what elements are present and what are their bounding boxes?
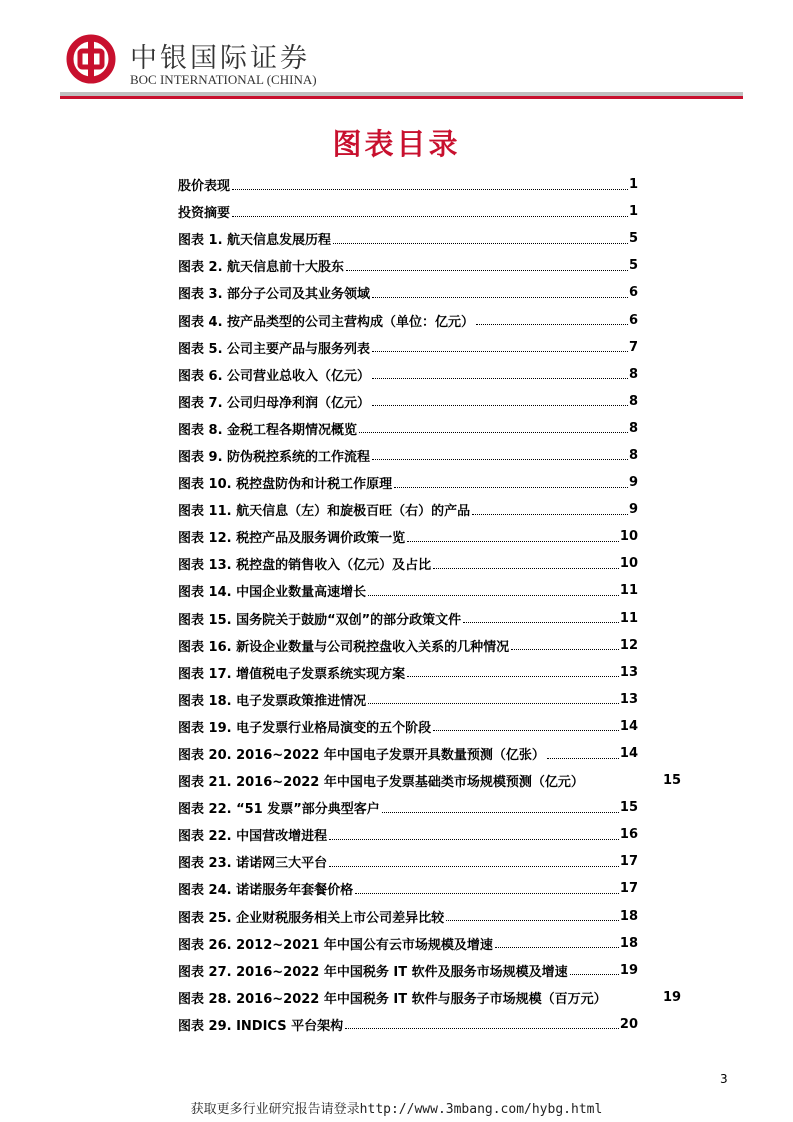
toc-entry[interactable] (178, 279, 638, 306)
toc-leader-dots (511, 648, 619, 650)
toc-entry[interactable] (178, 415, 638, 442)
toc-leader-dots (346, 269, 628, 271)
toc-entry-page: 7 (628, 339, 638, 355)
toc-leader-dots (333, 242, 628, 244)
toc-entry[interactable] (178, 496, 638, 523)
toc-entry[interactable] (178, 171, 638, 198)
toc-leader-dots (495, 946, 619, 948)
toc-entry-label: 图表 9. 防伪税控系统的工作流程 (178, 449, 371, 465)
toc-entry-page: 13 (619, 664, 638, 680)
toc-entry[interactable] (178, 442, 638, 469)
toc-leader-dots (368, 702, 619, 704)
toc-leader-dots (407, 675, 619, 677)
toc-entry-page: 8 (628, 420, 638, 436)
brand-name-cn: 中银国际证券 (130, 43, 310, 74)
toc-entry[interactable] (178, 984, 682, 1011)
toc-entry[interactable] (178, 957, 638, 984)
toc-entry[interactable] (178, 903, 638, 930)
toc-entry-label: 图表 26. 2012~2021 年中国公有云市场规模及增速 (178, 937, 493, 953)
header-divider-red (60, 96, 743, 99)
toc-leader-dots (372, 296, 628, 298)
toc-entry[interactable] (178, 848, 638, 875)
page-header (60, 28, 743, 98)
toc-leader-dots (345, 1027, 619, 1029)
toc-leader-dots (394, 486, 628, 488)
toc-leader-dots (372, 350, 628, 352)
toc-entry-page: 9 (628, 502, 638, 518)
toc-entry[interactable] (178, 605, 638, 632)
toc-entry-label: 图表 20. 2016~2022 年中国电子发票开具数量预测（亿张） (178, 748, 545, 764)
footer-link[interactable]: 获取更多行业研究报告请登录http://www.3mbang.com/hybg.html (190, 1102, 603, 1117)
toc-entry-page: 11 (619, 583, 638, 599)
toc-leader-dots (372, 377, 628, 379)
toc-entry-page: 6 (628, 285, 638, 301)
toc-entry-page: 8 (628, 366, 638, 382)
toc-entry-page: 18 (619, 935, 638, 951)
toc-entry-label: 图表 22. “51 发票”部分典型客户 (178, 802, 380, 818)
toc-entry-label: 图表 3. 部分子公司及其业务领域 (178, 287, 371, 303)
toc-entry-label: 图表 19. 电子发票行业格局演变的五个阶段 (178, 720, 432, 736)
toc-leader-dots (359, 431, 628, 433)
toc-entry[interactable] (178, 469, 638, 496)
toc-entry-label: 图表 13. 税控盘的销售收入（亿元）及占比 (178, 558, 432, 574)
toc-entry-label: 图表 2. 航天信息前十大股东 (178, 260, 345, 276)
toc-leader-dots (472, 513, 628, 515)
toc-leader-dots (570, 973, 619, 975)
toc-leader-dots (355, 892, 619, 894)
toc-leader-dots (368, 594, 619, 596)
toc-entry[interactable] (178, 361, 638, 388)
toc-entry[interactable] (178, 632, 638, 659)
toc-entry-page: 5 (628, 258, 638, 274)
toc-leader-dots (407, 540, 619, 542)
toc-leader-dots (232, 188, 628, 190)
toc-entry-label: 图表 29. INDICS 平台架构 (178, 1018, 344, 1034)
toc-entry[interactable] (178, 306, 638, 333)
toc-entry[interactable] (178, 740, 638, 767)
toc-leader-dots (446, 919, 619, 921)
toc-entry-label: 图表 18. 电子发票政策推进情况 (178, 693, 367, 709)
toc-leader-dots (463, 621, 619, 623)
toc-entry-page: 19 (619, 962, 638, 978)
toc-entry-page: 10 (619, 529, 638, 545)
toc-entry-label: 图表 17. 增值税电子发票系统实现方案 (178, 666, 406, 682)
toc-leader-dots (609, 1001, 637, 1002)
toc-entry[interactable] (178, 523, 638, 550)
toc-entry-page: 17 (619, 881, 638, 897)
toc-entry[interactable] (178, 334, 638, 361)
toc-leader-dots (372, 404, 628, 406)
toc-entry[interactable] (178, 659, 638, 686)
toc-entry-page: 5 (628, 231, 638, 247)
page-title: 图表目录 (332, 127, 461, 161)
toc-entry[interactable] (178, 767, 682, 794)
bank-of-china-logo-icon (66, 34, 116, 84)
toc-entry-label: 图表 11. 航天信息（左）和旋极百旺（右）的产品 (178, 504, 471, 520)
toc-entry-label: 图表 5. 公司主要产品与服务列表 (178, 341, 371, 357)
toc-entry-label: 图表 8. 金税工程各期情况概览 (178, 422, 358, 438)
toc-entry-label: 股价表现 (178, 179, 231, 195)
toc-entry-label: 图表 1. 航天信息发展历程 (178, 233, 332, 249)
toc-entry[interactable] (178, 198, 638, 225)
toc-entry-page: 9 (628, 475, 638, 491)
toc-entry-label: 图表 7. 公司归母净利润（亿元） (178, 395, 371, 411)
toc-entry-label: 图表 23. 诺诺网三大平台 (178, 856, 328, 872)
toc-leader-dots (382, 811, 619, 813)
toc-entry[interactable] (178, 794, 638, 821)
toc-entry-page: 16 (619, 827, 638, 843)
toc-entry[interactable] (178, 1011, 638, 1038)
toc-entry-label: 图表 28. 2016~2022 年中国税务 IT 软件与服务子市场规模（百万元） (178, 991, 607, 1007)
toc-leader-dots (476, 323, 628, 325)
toc-leader-dots (329, 865, 619, 867)
toc-entry-label: 图表 14. 中国企业数量高速增长 (178, 585, 367, 601)
toc-entry-page: 14 (619, 718, 638, 734)
toc-entry-page: 8 (628, 447, 638, 463)
toc-entry-page: 10 (619, 556, 638, 572)
toc-entry[interactable] (178, 252, 638, 279)
toc-entry[interactable] (178, 686, 638, 713)
toc-entry[interactable] (178, 875, 638, 902)
toc-entry-page: 8 (628, 393, 638, 409)
toc-leader-dots (547, 757, 619, 759)
toc-entry[interactable] (178, 821, 638, 848)
toc-leader-dots (586, 784, 637, 785)
toc-entry-page: 18 (619, 908, 638, 924)
toc-entry-label: 图表 21. 2016~2022 年中国电子发票基础类市场规模预测（亿元） (178, 775, 584, 791)
toc-entry-page: 13 (619, 691, 638, 707)
toc-leader-dots (433, 567, 619, 569)
toc-leader-dots (329, 838, 619, 840)
toc-entry-label: 图表 10. 税控盘防伪和计税工作原理 (178, 477, 393, 493)
toc-entry-label: 图表 16. 新设企业数量与公司税控盘收入关系的几种情况 (178, 639, 510, 655)
toc-entry[interactable] (178, 550, 638, 577)
page-number: 3 (720, 1072, 728, 1086)
toc-entry-page: 14 (619, 746, 638, 762)
toc-leader-dots (372, 458, 628, 460)
toc-entry-page: 15 (619, 800, 638, 816)
toc-entry[interactable] (178, 930, 638, 957)
toc-entry-page: 12 (619, 637, 638, 653)
toc-entry-page: 11 (619, 610, 638, 626)
toc-entry-label: 图表 24. 诺诺服务年套餐价格 (178, 883, 354, 899)
toc-entry-label: 图表 12. 税控产品及服务调价政策一览 (178, 531, 406, 547)
toc-entry[interactable] (178, 225, 638, 252)
brand-name-en: BOC INTERNATIONAL (CHINA) (130, 72, 317, 87)
toc-entry-page: 1 (628, 204, 638, 220)
toc-entry-label: 图表 22. 中国营改增进程 (178, 829, 328, 845)
toc-entry-label: 投资摘要 (178, 206, 231, 222)
toc-entry-label: 图表 4. 按产品类型的公司主营构成（单位：亿元） (178, 314, 475, 330)
toc-entry-label: 图表 6. 公司营业总收入（亿元） (178, 368, 371, 384)
toc-entry-label: 图表 27. 2016~2022 年中国税务 IT 软件及服务市场规模及增速 (178, 964, 568, 980)
toc-entry[interactable] (178, 577, 638, 604)
table-of-figures (178, 171, 682, 1038)
toc-leader-dots (433, 729, 619, 731)
toc-entry-label: 图表 15. 国务院关于鼓励“双创”的部分政策文件 (178, 612, 462, 628)
toc-leader-dots (232, 215, 628, 217)
toc-entry-page: 6 (628, 312, 638, 328)
toc-entry-page: 20 (619, 1016, 638, 1032)
toc-entry-page: 17 (619, 854, 638, 870)
toc-entry-page: 15 (663, 773, 682, 789)
toc-entry-label: 图表 25. 企业财税服务相关上市公司差异比较 (178, 910, 445, 926)
toc-entry-page: 1 (628, 177, 638, 193)
toc-entry-page: 19 (663, 989, 682, 1005)
toc-entry[interactable] (178, 388, 638, 415)
toc-entry[interactable] (178, 713, 638, 740)
